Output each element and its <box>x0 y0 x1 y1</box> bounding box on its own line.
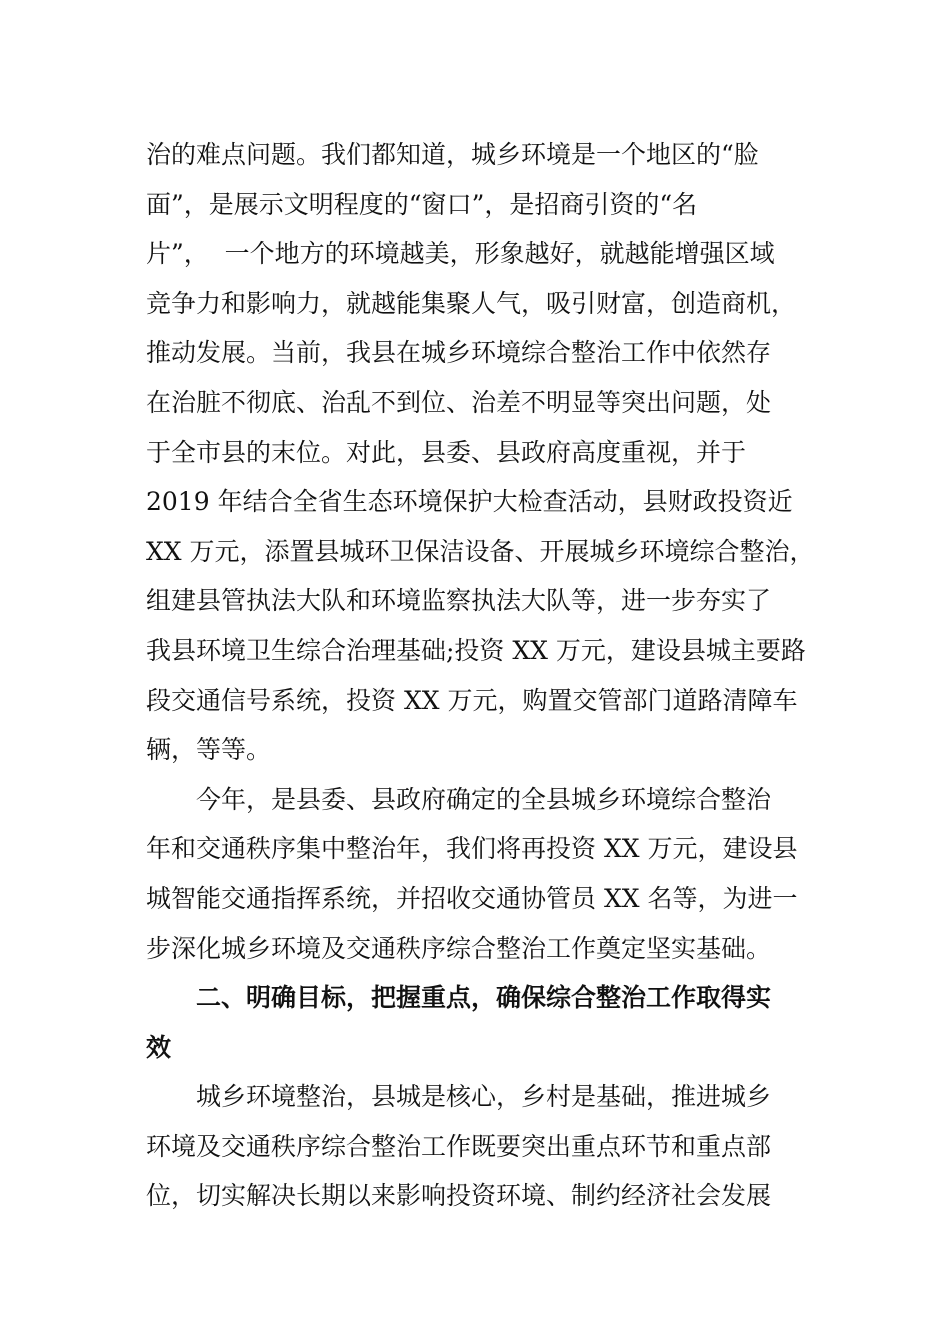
text-line: 面”，是展示文明程度的“窗口”，是招商引资的“名 <box>146 189 698 219</box>
paragraph <box>146 775 806 973</box>
text-line: 推动发展。当前，我县在城乡环境综合整治工作中依然存 <box>146 338 772 368</box>
text-line: 片”， 一个地方的环境越美，形象越好，就越能增强区域 <box>146 239 775 269</box>
document-body <box>146 130 815 1221</box>
heading-line: 二、明确目标，把握重点，确保综合整治工作取得实 <box>196 983 772 1013</box>
text-line: 在治脏不彻底、治乱不到位、治差不明显等突出问题，处 <box>146 387 772 417</box>
text-line: 辆，等等。 <box>146 735 272 765</box>
text-line: 2019 年结合全省生态环境保护大检查活动，县财政投资近 <box>146 487 793 517</box>
text-line: 城乡环境整治，县城是核心，乡村是基础，推进城乡 <box>196 1082 772 1112</box>
text-line: 环境及交通秩序综合整治工作既要突出重点环节和重点部 <box>146 1131 772 1161</box>
text-line: 今年，是县委、县政府确定的全县城乡环境综合整治 <box>196 784 772 814</box>
text-line: 段交通信号系统，投资 XX 万元，购置交管部门道路清障车 <box>146 685 798 715</box>
text-line: 城智能交通指挥系统，并招收交通协管员 XX 名等，为进一 <box>146 883 798 913</box>
text-line: 治的难点问题。我们都知道，城乡环境是一个地区的“脸 <box>146 140 759 169</box>
text-line: 组建县管执法大队和环境监察执法大队等，进一步夯实了 <box>146 586 772 616</box>
heading-line: 效 <box>146 1032 172 1062</box>
paragraph <box>146 1072 806 1221</box>
text-line: 步深化城乡环境及交通秩序综合整治工作奠定坚实基础。 <box>146 933 772 963</box>
text-line: 年和交通秩序集中整治年，我们将再投资 XX 万元，建设县 <box>146 834 798 864</box>
text-line: 竞争力和影响力，就越能集聚人气，吸引财富，创造商机， <box>146 288 797 318</box>
text-line: 位，切实解决长期以来影响投资环境、制约经济社会发展 <box>146 1181 772 1211</box>
text-line: 我县环境卫生综合治理基础;投资 XX 万元，建设县城主要路 <box>146 635 806 665</box>
text-line: XX 万元，添置县城环卫保洁设备、开展城乡环境综合整治， <box>146 536 815 566</box>
paragraph <box>146 130 815 775</box>
text-line: 于全市县的末位。对此，县委、县政府高度重视，并于 <box>146 437 747 467</box>
section-heading <box>146 973 806 1072</box>
